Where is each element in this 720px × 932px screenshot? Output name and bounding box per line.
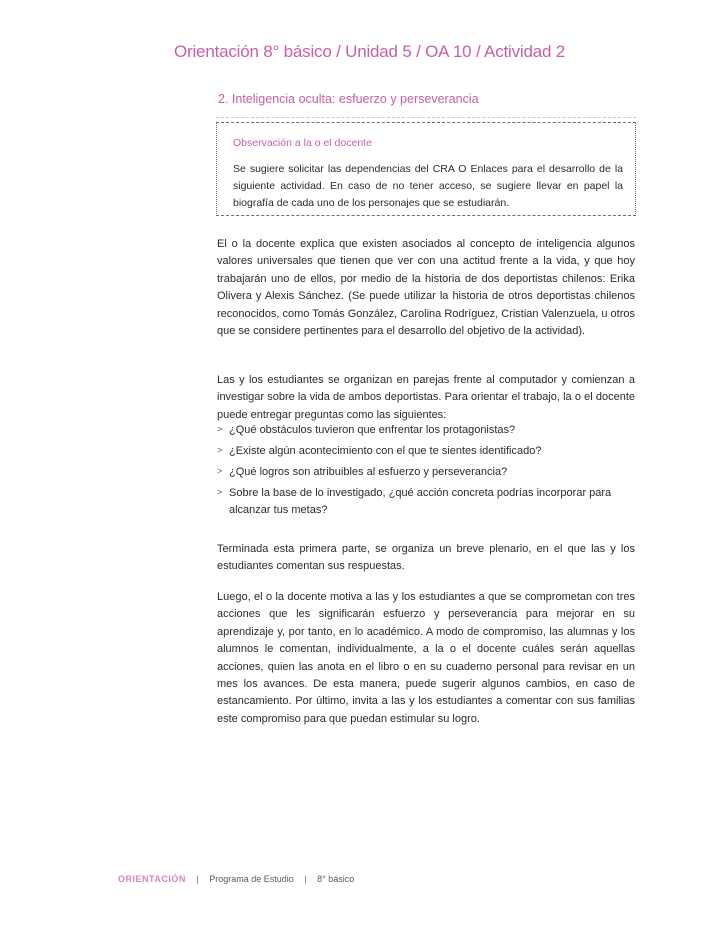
footer-brand: ORIENTACIÓN (118, 874, 186, 884)
paragraph-intro: El o la docente explica que existen asociados al concepto de inteligencia algunos valores universales que tienen que ver con una actitud frente a la vida, y que hoy trabajarán uno de ellos, por medio de la historia de dos deportistas chilenos: Erika Olivera y Alexis Sánchez. (Se puede utilizar la historia de otros deportistas chilenos reconocidos, como Tomás González, Carolina Rodríguez, Cristian Valenzuela, u otros que se considere pertinentes para el desarrollo del objetivo de la actividad). (217, 238, 635, 338)
chevron-right-icon: > (217, 486, 223, 497)
question-text: Sobre la base de lo investigado, ¿qué acción concreta podrías incorporar para alcanzar tus metas? (229, 486, 612, 517)
list-item (217, 464, 635, 481)
chevron-right-icon: > (217, 444, 223, 455)
observation-title: Observación a la o el docente (233, 137, 372, 149)
paragraph-commitment: Luego, el o la docente motiva a las y los estudiantes a que se comprometan con tres acciones que les significarán esfuerzo y perseverancia para mejorar en su aprendizaje y, por tanto, en lo académico. A modo de compromiso, las alumnas y los alumnos le comentan, individualmente, a la o el docente cuáles serán aquellas acciones, quien las anota en el libro o en su cuaderno personal para revisar en un mes los avances. De esta manera, puede sugerir algunos cambios, en caso de estancamiento. Por último, invita a las y los estudiantes a comentar con sus familias este compromiso para que puedan estimular su logro. (217, 591, 635, 725)
question-text: ¿Qué logros son atribuibles al esfuerzo y perseverancia? (229, 465, 508, 478)
section-heading: 2. Inteligencia oculta: esfuerzo y perseverancia (218, 92, 479, 106)
teacher-observation-box (216, 122, 636, 216)
paragraph-plenary: Terminada esta primera parte, se organiza un breve plenario, en el que las y los estudiantes comentan sus respuestas. (217, 543, 635, 573)
observation-text: Se sugiere solicitar las dependencias del CRA O Enlaces para el desarrollo de la siguiente actividad. En caso de no tener acceso, se sugiere llevar en papel la biografía de cada uno de los personajes que se estudiarán. (233, 163, 623, 209)
chevron-right-icon: > (217, 465, 223, 476)
list-item (217, 422, 635, 439)
chevron-right-icon: > (217, 424, 223, 434)
heading-divider (216, 117, 636, 118)
question-list (217, 422, 635, 523)
paragraph-research: Las y los estudiantes se organizan en parejas frente al computador y comienzan a investigar sobre la vida de ambos deportistas. Para orientar el trabajo, la o el docente puede entregar preguntas como las siguientes: (217, 374, 635, 421)
question-text: ¿Existe algún acontecimiento con el que te sientes identificado? (229, 444, 542, 457)
footer-separator: | (304, 874, 307, 884)
page-footer (118, 874, 354, 884)
question-text: ¿Qué obstáculos tuvieron que enfrentar los protagonistas? (229, 424, 516, 436)
footer-separator: | (196, 874, 199, 884)
list-item (217, 485, 635, 520)
list-item (217, 443, 635, 460)
footer-program: Programa de Estudio (209, 874, 294, 884)
page-title: Orientación 8° básico / Unidad 5 / OA 10 / Actividad 2 (174, 42, 566, 61)
footer-grade: 8° básico (317, 874, 355, 884)
